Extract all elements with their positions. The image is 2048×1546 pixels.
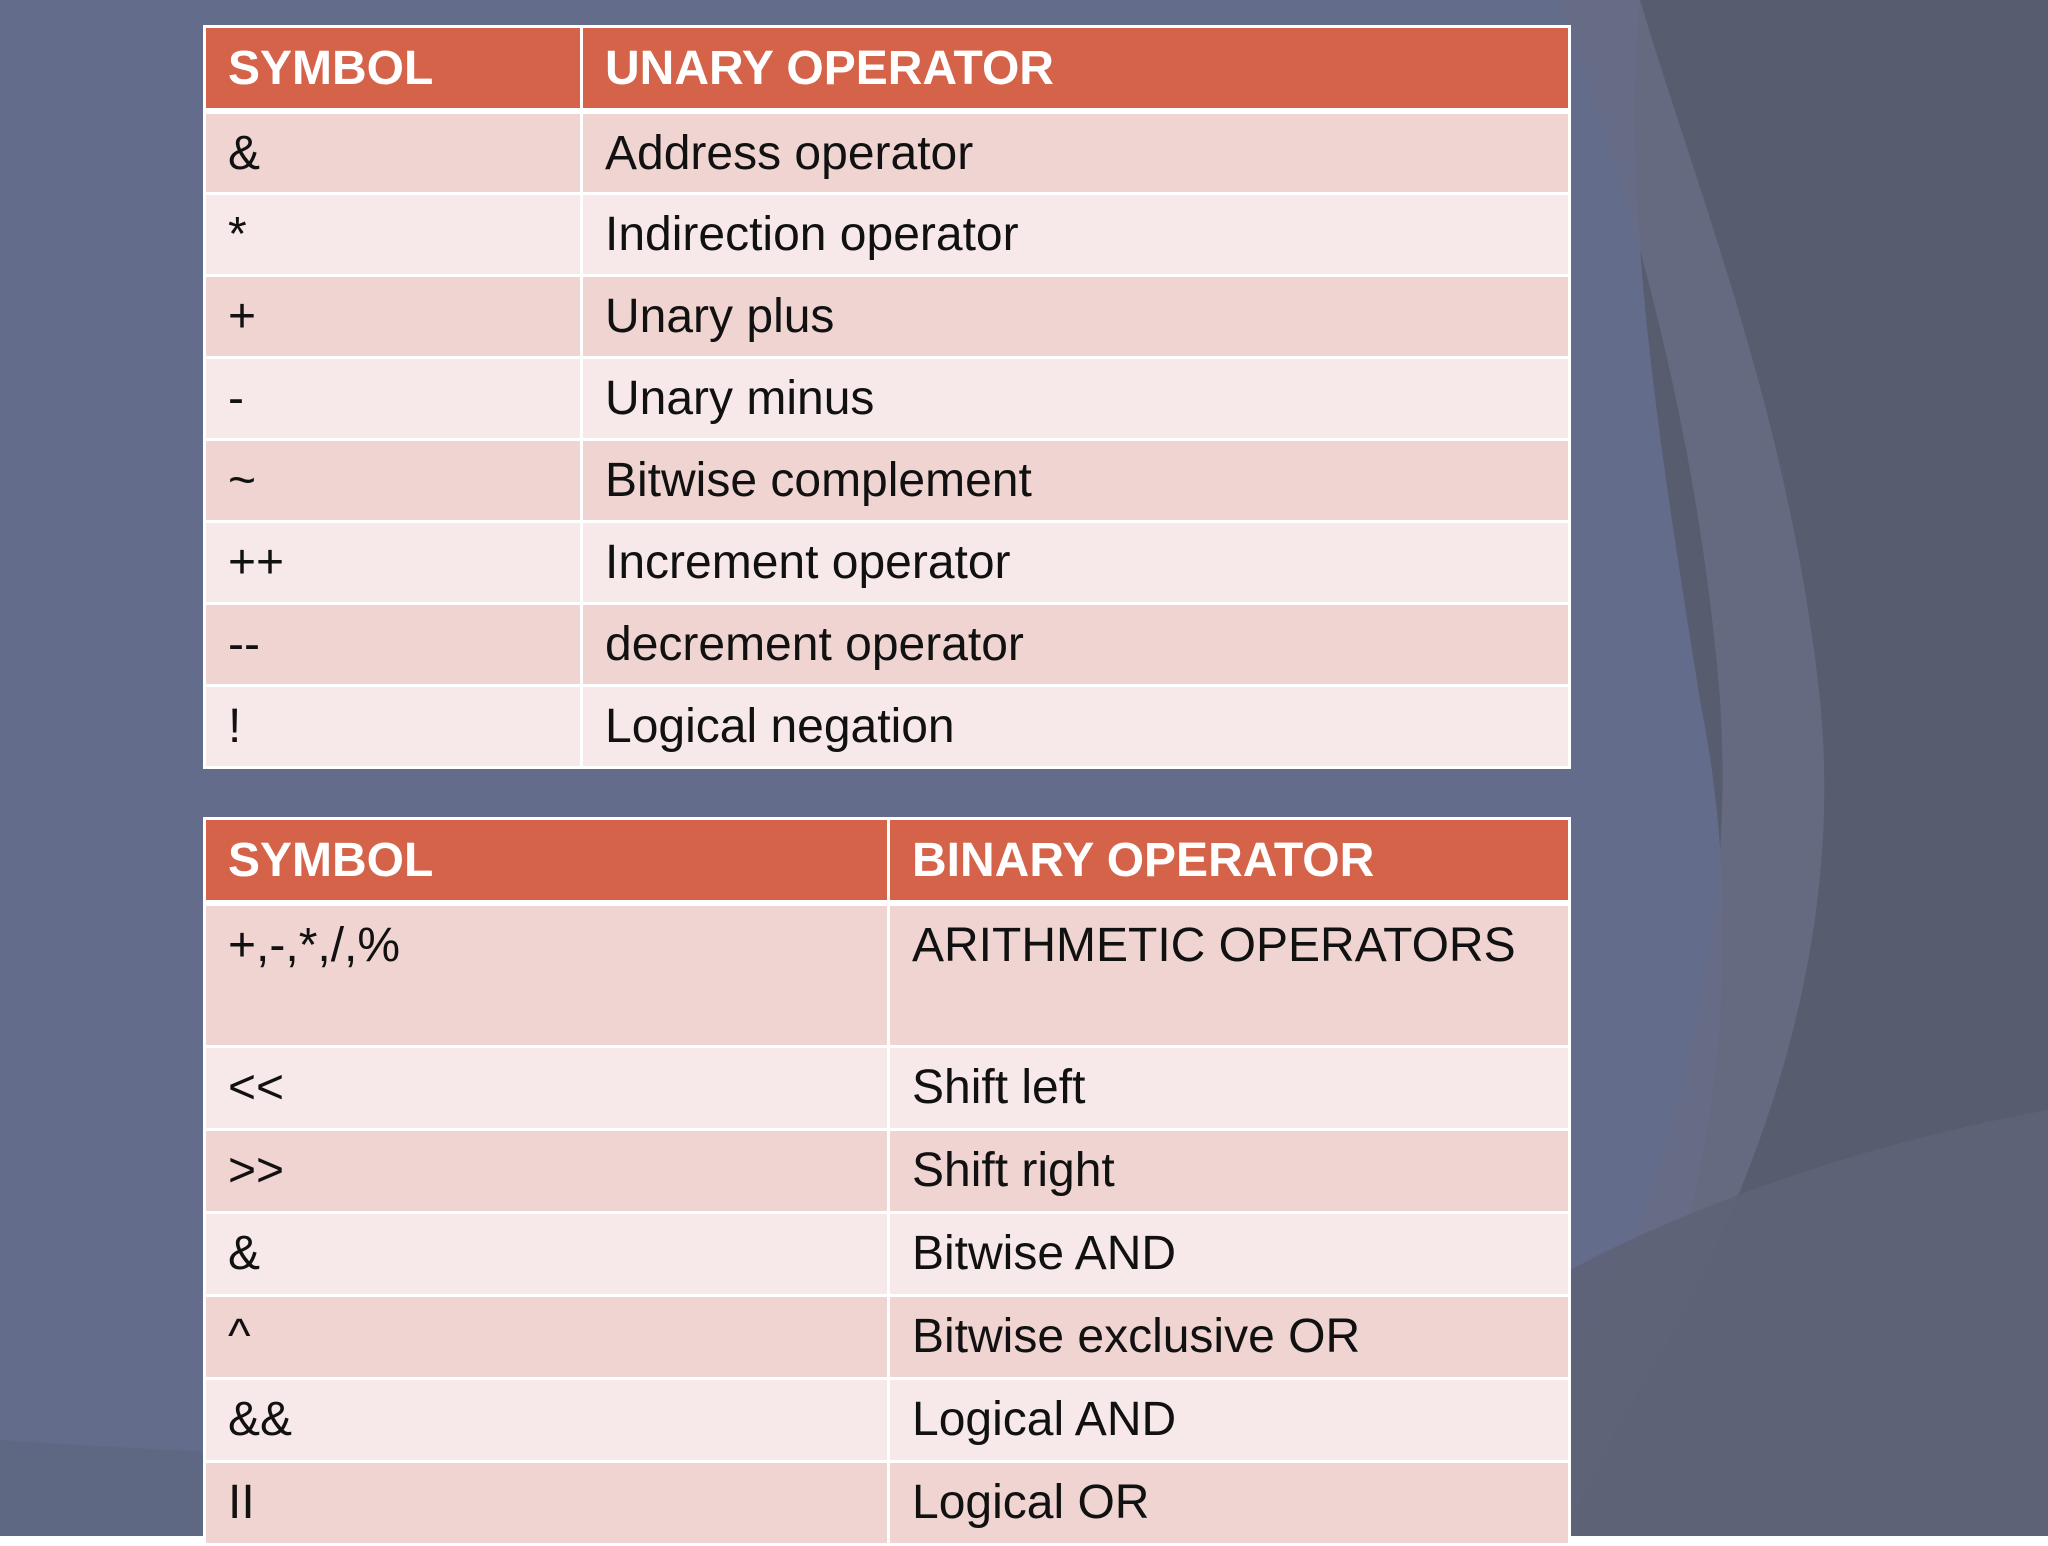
header-unary-operator: UNARY OPERATOR bbox=[582, 27, 1570, 112]
table-row bbox=[205, 439, 1570, 521]
unary-operator-table bbox=[203, 25, 1571, 769]
symbol-cell: II bbox=[205, 1461, 889, 1544]
symbol-cell: ^ bbox=[205, 1295, 889, 1378]
operator-cell: Shift left bbox=[889, 1046, 1570, 1129]
table-header-row bbox=[205, 27, 1570, 112]
table-row bbox=[205, 1046, 1570, 1129]
table-row bbox=[205, 357, 1570, 439]
operator-cell: Shift right bbox=[889, 1129, 1570, 1212]
operator-cell: Logical AND bbox=[889, 1378, 1570, 1461]
symbol-cell: & bbox=[205, 1212, 889, 1295]
symbol-cell: +,-,*,/,% bbox=[205, 903, 889, 1046]
table-row bbox=[205, 903, 1570, 1046]
table-row bbox=[205, 1378, 1570, 1461]
operator-cell: Bitwise exclusive OR bbox=[889, 1295, 1570, 1378]
symbol-cell: * bbox=[205, 193, 582, 275]
operator-cell: decrement operator bbox=[582, 603, 1570, 685]
table-row bbox=[205, 193, 1570, 275]
table-row bbox=[205, 603, 1570, 685]
header-symbol: SYMBOL bbox=[205, 819, 889, 904]
symbol-cell: >> bbox=[205, 1129, 889, 1212]
operator-cell: Address operator bbox=[582, 111, 1570, 193]
table-row bbox=[205, 1129, 1570, 1212]
operator-cell: Unary plus bbox=[582, 275, 1570, 357]
operator-cell: Bitwise AND bbox=[889, 1212, 1570, 1295]
operator-cell: ARITHMETIC OPERATORS bbox=[889, 903, 1570, 1046]
table-header-row bbox=[205, 819, 1570, 904]
table-row bbox=[205, 521, 1570, 603]
table-row bbox=[205, 111, 1570, 193]
symbol-cell: ++ bbox=[205, 521, 582, 603]
operator-cell: Logical negation bbox=[582, 685, 1570, 767]
table-row bbox=[205, 1461, 1570, 1544]
operator-cell: Indirection operator bbox=[582, 193, 1570, 275]
operator-cell: Logical OR bbox=[889, 1461, 1570, 1544]
table-row bbox=[205, 1212, 1570, 1295]
header-symbol: SYMBOL bbox=[205, 27, 582, 112]
symbol-cell: ! bbox=[205, 685, 582, 767]
symbol-cell: && bbox=[205, 1378, 889, 1461]
symbol-cell: -- bbox=[205, 603, 582, 685]
symbol-cell: + bbox=[205, 275, 582, 357]
operator-cell: Increment operator bbox=[582, 521, 1570, 603]
binary-operator-table bbox=[203, 817, 1571, 1546]
operator-cell: Bitwise complement bbox=[582, 439, 1570, 521]
operator-cell: Unary minus bbox=[582, 357, 1570, 439]
table-row bbox=[205, 275, 1570, 357]
header-binary-operator: BINARY OPERATOR bbox=[889, 819, 1570, 904]
table-row bbox=[205, 685, 1570, 767]
symbol-cell: & bbox=[205, 111, 582, 193]
symbol-cell: << bbox=[205, 1046, 889, 1129]
table-row bbox=[205, 1295, 1570, 1378]
symbol-cell: - bbox=[205, 357, 582, 439]
symbol-cell: ~ bbox=[205, 439, 582, 521]
